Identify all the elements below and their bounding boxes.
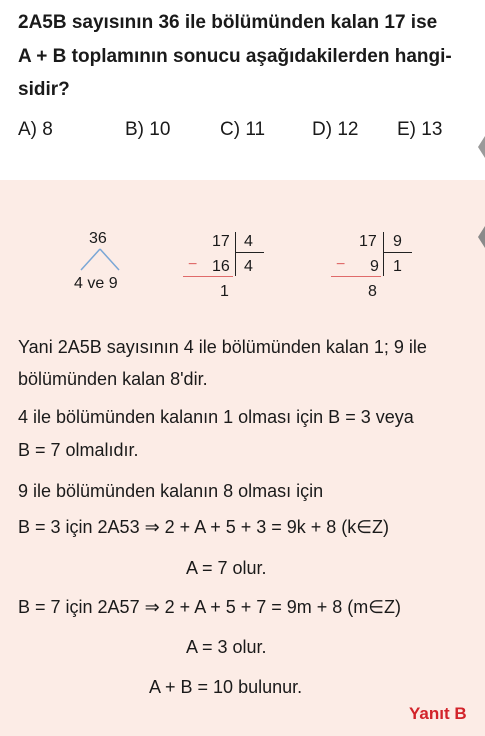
option-e[interactable]: E) 13 [397,119,443,140]
question-line-3: sidir? [18,79,70,100]
question-line-1: 2A5B sayısının 36 ile bölümünden kalan 17 ise [18,12,438,33]
div1-remainder: 1 [220,283,229,300]
div1-quotient: 4 [244,258,253,275]
diagram-top-number: 36 [89,230,107,247]
solution-para3: 9 ile bölümünden kalanın 8 olması için [18,481,324,501]
question-line-2: A + B toplamının sonucu aşağıdakilerden hangi- [18,46,452,67]
solution-case1: B = 3 için 2A53 ⇒ 2 + A + 5 + 3 = 9k + 8 (k∈Z) [18,517,389,537]
div1-dividend: 17 [212,233,230,250]
div1-product: 16 [212,258,230,275]
diagram-bottom-factors: 4 ve 9 [74,275,118,292]
option-c[interactable]: C) 11 [220,119,266,140]
div1-divisor-line [236,252,264,253]
solution-para2-line1: 4 ile bölümünden kalanın 1 olması için B = 3 veya [18,407,414,427]
solution-case1-result: A = 7 olur. [186,558,267,578]
div2-remainder: 8 [368,283,377,300]
edge-marker-top [478,136,485,158]
option-a[interactable]: A) 8 [18,119,53,140]
div2-product: 9 [370,258,379,275]
div1-divisor: 4 [244,233,253,250]
option-d[interactable]: D) 12 [312,119,359,140]
div2-quotient: 1 [393,258,402,275]
div2-divisor-line [384,252,412,253]
div2-dividend: 17 [359,233,377,250]
solution-case2: B = 7 için 2A57 ⇒ 2 + A + 5 + 7 = 9m + 8 (m∈Z) [18,597,401,617]
div2-minus-sign: − [336,256,346,273]
div1-minus-sign: − [188,256,198,273]
div2-vertical-bar [383,232,384,276]
div2-subtract-line [331,276,381,277]
answer-label: Yanıt B [409,704,467,723]
solution-para2-line2: B = 7 olmalıdır. [18,440,139,460]
div1-subtract-line [183,276,233,277]
option-b[interactable]: B) 10 [125,119,171,140]
div1-vertical-bar [235,232,236,276]
solution-para1-line2: bölümünden kalan 8'dir. [18,369,208,389]
solution-para1-line1: Yani 2A5B sayısının 4 ile bölümünden kalan 1; 9 ile [18,337,427,357]
diagram-split-lines [78,248,122,272]
div2-divisor: 9 [393,233,402,250]
solution-final: A + B = 10 bulunur. [149,677,303,697]
solution-case2-result: A = 3 olur. [186,637,267,657]
